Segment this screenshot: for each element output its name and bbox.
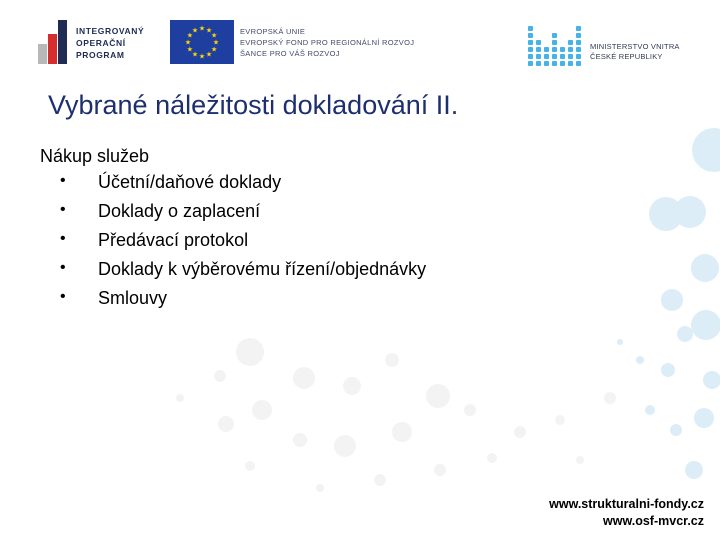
list-item-text: Účetní/daňové doklady <box>98 172 282 192</box>
eu-star-icon: ★ <box>198 25 206 33</box>
list-item <box>60 172 426 201</box>
eu-star-icon: ★ <box>210 46 218 54</box>
bullet-icon: • <box>60 230 66 247</box>
ministry-logo-text: MINISTERSTVO VNITRA ČESKÉ REPUBLIKY <box>590 42 680 61</box>
emblem-dot <box>576 47 581 52</box>
emblem-dot <box>536 54 541 59</box>
emblem-dot <box>568 47 573 52</box>
list-item-text: Smlouvy <box>98 288 168 308</box>
emblem-dot <box>536 40 541 45</box>
footer-links <box>549 496 704 530</box>
slide-title: Vybrané náležitosti dokladování II. <box>48 90 459 120</box>
emblem-dot <box>528 40 533 45</box>
emblem-dot <box>560 54 565 59</box>
eu-star-icon: ★ <box>184 39 192 47</box>
list-item <box>60 230 426 259</box>
footer-link-strukturalni-fondy[interactable]: www.strukturalni-fondy.cz <box>549 497 704 511</box>
eu-star-icon: ★ <box>198 53 206 61</box>
list-item <box>60 259 426 288</box>
emblem-dot <box>552 33 557 38</box>
bullet-icon: • <box>60 201 66 218</box>
emblem-dot <box>544 54 549 59</box>
eu-flag-icon <box>170 20 234 64</box>
section-heading: Nákup služeb <box>40 146 150 166</box>
emblem-dot <box>528 26 533 31</box>
emblem-dot <box>576 40 581 45</box>
eu-logo-text: EVROPSKÁ UNIE EVROPSKÝ FOND PRO REGIONÁLNÍ ROZVOJ ŠANCE PRO VÁŠ ROZVOJ <box>240 27 415 58</box>
eu-star-icon: ★ <box>186 32 194 40</box>
list-item-text: Doklady o zaplacení <box>98 201 261 221</box>
emblem-dot <box>568 40 573 45</box>
list-item-text: Doklady k výběrovému řízení/objednávky <box>98 259 427 279</box>
bullet-icon: • <box>60 172 66 189</box>
emblem-dot <box>552 54 557 59</box>
ministry-logo <box>526 26 696 72</box>
emblem-dot <box>536 47 541 52</box>
eu-star-icon: ★ <box>186 46 194 54</box>
emblem-dot <box>528 33 533 38</box>
emblem-dot <box>528 47 533 52</box>
eu-star-icon: ★ <box>205 27 213 35</box>
iop-logo-text: INTEGROVANÝ OPERAČNÍ PROGRAM <box>76 26 145 60</box>
emblem-dot <box>560 47 565 52</box>
list-item-text: Předávací protokol <box>98 230 249 250</box>
eu-star-icon: ★ <box>191 27 199 35</box>
emblem-dot <box>568 61 573 66</box>
emblem-dot <box>576 33 581 38</box>
emblem-dot <box>576 54 581 59</box>
emblem-dot <box>528 61 533 66</box>
iop-logo-bars <box>38 20 74 64</box>
footer-link-osf-mvcr[interactable]: www.osf-mvcr.cz <box>603 514 704 528</box>
emblem-dot <box>576 61 581 66</box>
eu-star-icon: ★ <box>205 51 213 59</box>
eu-star-icon: ★ <box>212 39 220 47</box>
iop-logo <box>38 20 158 64</box>
eu-star-icon: ★ <box>210 32 218 40</box>
bullet-icon: • <box>60 288 66 305</box>
list-item <box>60 288 426 317</box>
bullet-list <box>60 172 426 317</box>
emblem-dot <box>536 61 541 66</box>
emblem-dot <box>552 47 557 52</box>
emblem-dot <box>544 61 549 66</box>
emblem-dot <box>528 54 533 59</box>
emblem-dot <box>544 47 549 52</box>
eu-logo <box>170 20 430 64</box>
emblem-dot <box>552 40 557 45</box>
emblem-dot <box>568 54 573 59</box>
eu-star-icon: ★ <box>191 51 199 59</box>
ministry-emblem-icon <box>526 26 584 70</box>
list-item <box>60 201 426 230</box>
emblem-dot <box>576 26 581 31</box>
bullet-icon: • <box>60 259 66 276</box>
emblem-dot <box>560 61 565 66</box>
emblem-dot <box>552 61 557 66</box>
